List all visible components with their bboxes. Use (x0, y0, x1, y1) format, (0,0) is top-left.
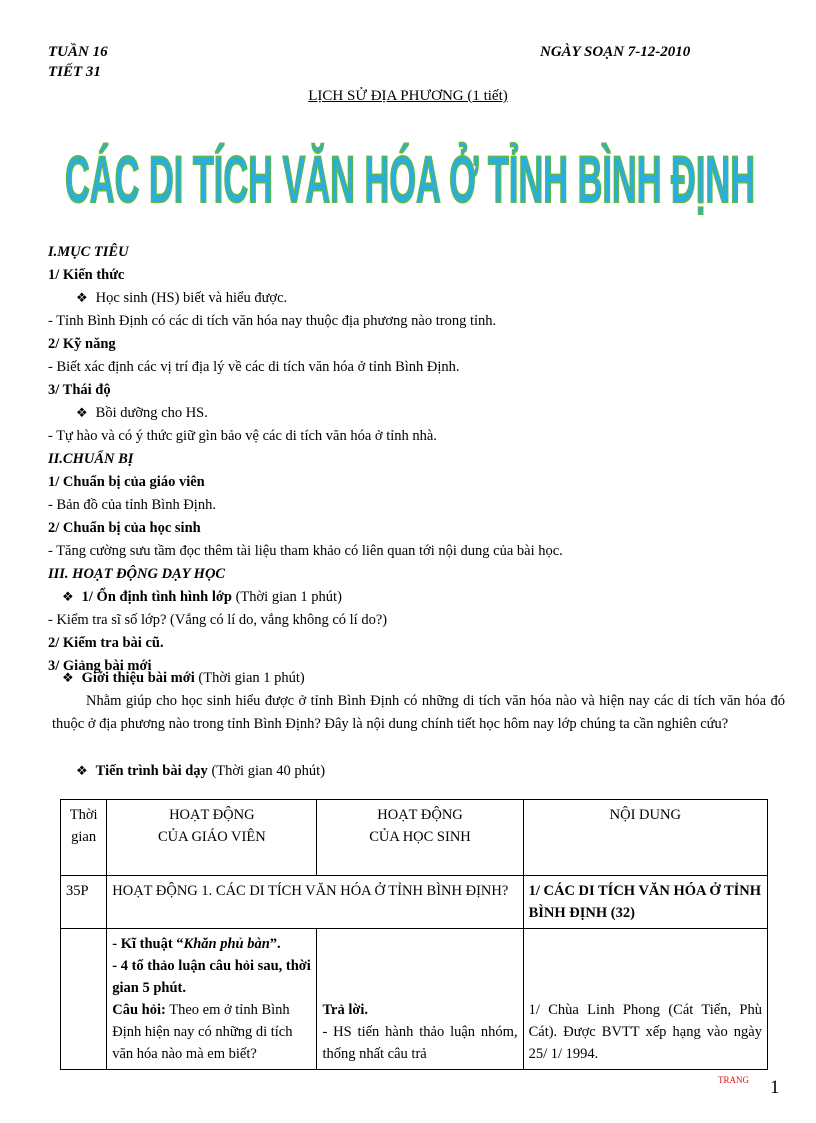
header-student: HOẠT ĐỘNG CỦA HỌC SINH (317, 800, 523, 876)
row1-activity: HOẠT ĐỘNG 1. CÁC DI TÍCH VĂN HÓA Ở TỈNH BÌNH ĐỊNH? (107, 876, 523, 929)
row1-time: 35P (61, 876, 107, 929)
stabilize-class-label: 1/ Ổn định tình hình lớp (81, 589, 232, 605)
subsection-skills: 2/ Kỹ năng (48, 336, 116, 352)
answer-line: - HS tiến hành thảo luận nhóm, thống nhất câu trả (322, 1024, 518, 1062)
row1-content: 1/ CÁC DI TÍCH VĂN HÓA Ở TỈNH BÌNH ĐỊNH (32) (523, 876, 767, 929)
intro-paragraph: Nhằm giúp cho học sinh hiểu được ở tỉnh Bình Định có những di tích văn hóa nào và hiện nay các di tích văn hóa đó thuộc ở địa phương nào trong tỉnh Bình Định? Đây là nội dung chính tiết học hôm nay lớp chúng ta cần nghiên cứu? (52, 693, 785, 732)
intro-label: Giới thiệu bài mới (81, 670, 195, 686)
attitude-line: - Tự hào và có ý thức giữ gìn bảo vệ các di tích văn hóa ở tỉnh nhà. (48, 428, 437, 444)
skills-line: - Biết xác định các vị trí địa lý về các di tích văn hóa ở tỉnh Bình Định. (48, 359, 460, 375)
teacher-prep-line: - Bản đồ của tỉnh Bình Định. (48, 497, 216, 513)
header-content: NỘI DUNG (523, 800, 767, 876)
footer-page-label: TRANG (718, 1075, 749, 1085)
footer-page-number: 1 (770, 1077, 780, 1098)
lesson-progress-item (76, 763, 325, 780)
stabilize-class-time: (Thời gian 1 phút) (235, 589, 342, 605)
week-label: TUẦN 16 (48, 44, 108, 60)
header-time: Thời gian (61, 800, 107, 876)
row2-content: 1/ Chùa Linh Phong (Cát Tiến, Phù Cát). Được BVTT xếp hạng vào ngày 25/ 1/ 1994. (523, 929, 767, 1070)
group-task-line: - 4 tổ thảo luận câu hỏi sau, thời gian 5 phút. (112, 958, 311, 996)
attitude-bullet: ❖ Bồi dưỡng cho HS. (76, 405, 208, 422)
answer-label: Trả lời. (322, 1002, 369, 1018)
subsection-knowledge: 1/ Kiến thức (48, 267, 125, 283)
date-label: NGÀY SOẠN 7-12-2010 (540, 44, 691, 60)
question-block: Câu hỏi: Theo em ở tỉnh Bình Định hiện nay có những di tích văn hóa nào mà em biết? (112, 1002, 293, 1062)
knowledge-line: - Tỉnh Bình Định có các di tích văn hóa nay thuộc địa phương nào trong tỉnh. (48, 313, 497, 329)
section-1-title: I.MỤC TIÊU (48, 244, 129, 260)
row2-time (61, 929, 107, 1070)
knowledge-bullet: ❖ Học sinh (HS) biết và hiểu được. (76, 290, 287, 307)
subsection-teacher-prep: 1/ Chuẩn bị của giáo viên (48, 474, 205, 490)
banner-title (60, 140, 760, 216)
table-row (61, 929, 768, 1070)
table-header-row (61, 800, 768, 876)
student-prep-line: - Tăng cường sưu tầm đọc thêm tài liệu tham khảo có liên quan tới nội dung của bài học. (48, 543, 563, 559)
subsection-attitude: 3/ Thái độ (48, 382, 111, 398)
intro-time: (Thời gian 1 phút) (198, 670, 305, 686)
header-teacher: HOẠT ĐỘNG CỦA GIÁO VIÊN (107, 800, 317, 876)
stabilize-class-item (62, 589, 342, 606)
row2-teacher (107, 929, 317, 1070)
technique-line: - Kĩ thuật “Khăn phủ bàn”. (112, 936, 281, 952)
intro-item (62, 670, 305, 687)
subsection-new-lesson: 3/ Giảng bài mới (48, 658, 152, 674)
subsection-student-prep: 2/ Chuẩn bị của học sinh (48, 520, 201, 536)
row2-student (317, 929, 523, 1070)
section-2-title: II.CHUẨN BỊ (48, 451, 134, 467)
subject-title: LỊCH SỬ ĐỊA PHƯƠNG (1 tiết) (308, 88, 508, 104)
table-row (61, 876, 768, 929)
subsection-review: 2/ Kiểm tra bài cũ. (48, 635, 164, 651)
lesson-progress-label: Tiến trình bài dạy (95, 763, 208, 779)
banner-text: CÁC DI TÍCH VĂN HÓA Ở TỈNH BÌNH ĐỊNH (65, 142, 755, 216)
lesson-progress-time: (Thời gian 40 phút) (211, 763, 326, 779)
lesson-table (60, 799, 768, 1070)
section-3-title: III. HOẠT ĐỘNG DẠY HỌC (48, 566, 226, 582)
attendance-line: - Kiểm tra sĩ số lớp? (Vắng có lí do, vắng không có lí do?) (48, 612, 388, 628)
period-label: TIẾT 31 (48, 64, 101, 80)
